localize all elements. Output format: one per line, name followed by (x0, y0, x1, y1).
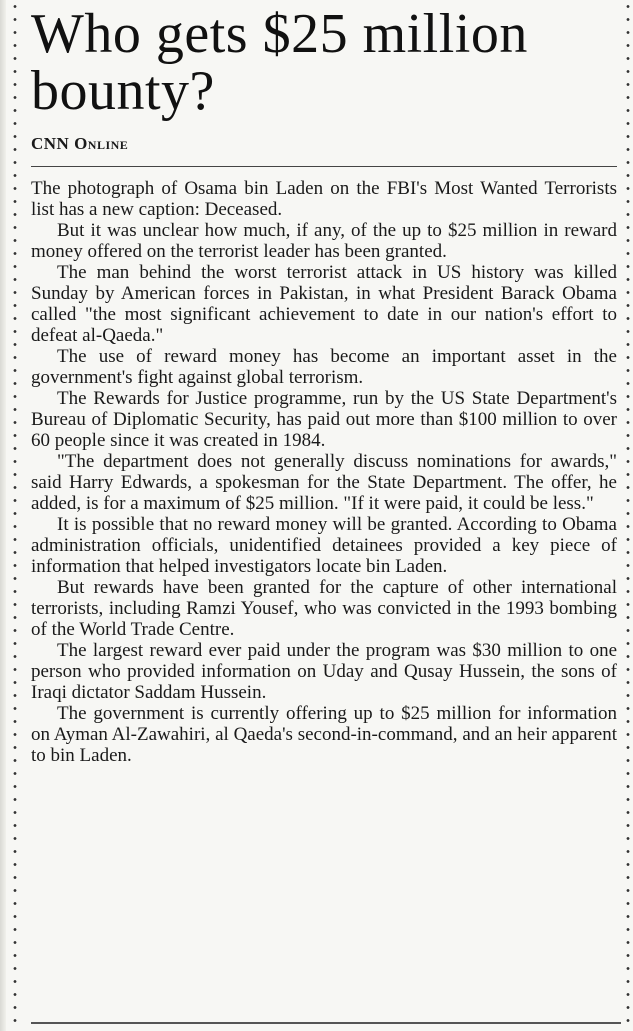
article-body (31, 178, 617, 766)
paragraph: But rewards have been granted for the capture of other international terrorists, including Ramzi Yousef, who was convicted in the 1993 bombing of the World Trade Centre. (31, 577, 617, 640)
byline: CNN Online (31, 134, 617, 167)
paragraph: The largest reward ever paid under the program was $30 million to one person who provided information on Uday and Qusay Hussein, the sons of Iraqi dictator Saddam Hussein. (31, 640, 617, 703)
bottom-rule (31, 1022, 621, 1024)
dotted-column-rule-left (13, 0, 17, 1031)
paragraph: "The department does not generally discuss nominations for awards," said Harry Edwards, a spokesman for the State Department. The offer, he added, is for a maximum of $25 million. "If it were paid, it could be less." (31, 451, 617, 514)
paragraph: The photograph of Osama bin Laden on the FBI's Most Wanted Terrorists list has a new caption: Deceased. (31, 178, 617, 220)
paragraph: The use of reward money has become an important asset in the government's fight against global terrorism. (31, 346, 617, 388)
paragraph: But it was unclear how much, if any, of the up to $25 million in reward money offered on the terrorist leader has been granted. (31, 220, 617, 262)
headline: Who gets $25 million bounty? (31, 3, 528, 122)
paragraph: It is possible that no reward money will be granted. According to Obama administration officials, unidentified detainees provided a key piece of information that helped investigators locate bin Laden. (31, 514, 617, 577)
page-edge (0, 0, 6, 1031)
article (31, 3, 617, 766)
dotted-column-rule-right (626, 0, 630, 1031)
paragraph: The man behind the worst terrorist attack in US history was killed Sunday by American forces in Pakistan, in what President Barack Obama called "the most significant achievement to date in our nation's effort to defeat al-Qaeda." (31, 262, 617, 346)
paragraph: The Rewards for Justice programme, run by the US State Department's Bureau of Diplomatic Security, has paid out more than $100 million to over 60 people since it was created in 1984. (31, 388, 617, 451)
paragraph: The government is currently offering up to $25 million for information on Ayman Al-Zawahiri, al Qaeda's second-in-command, and an heir apparent to bin Laden. (31, 703, 617, 766)
